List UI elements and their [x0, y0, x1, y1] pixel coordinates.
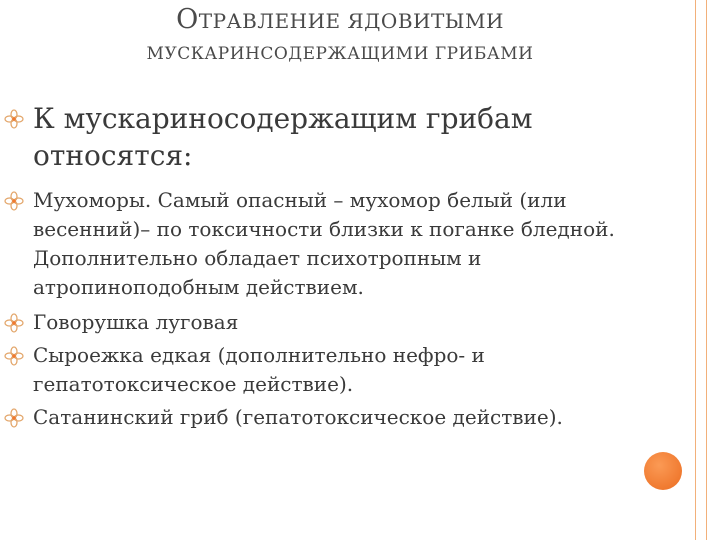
right-decorative-border: [695, 0, 707, 540]
list-item: [33, 341, 673, 399]
orange-circle-decoration: [641, 449, 685, 493]
list-item: [33, 403, 673, 432]
list-item-line: Говорушка луговая: [33, 310, 239, 334]
list-item-line: Мухоморы. Самый опасный – мухомор белый (или: [33, 188, 567, 212]
slide-title-line2: МУСКАРИНСОДЕРЖАЩИМИ ГРИБАМИ: [146, 44, 534, 64]
intro-line: К мускариносодержащим грибам: [33, 102, 533, 135]
flower-bullet-icon: [3, 312, 25, 334]
list-item-line: Сатанинский гриб (гепатотоксическое действие).: [33, 405, 563, 429]
list-item-line: Сыроежка едкая (дополнительно нефро- и: [33, 343, 485, 367]
list-item: [33, 308, 673, 337]
list-item-line: весенний)– по токсичности близки к поганке бледной.: [33, 217, 615, 241]
flower-bullet-icon: [3, 108, 25, 130]
intro-text: [33, 100, 673, 174]
slide-title-line1: ОТРАВЛЕНИЕ ЯДОВИТЫМИ: [176, 4, 504, 35]
intro-line: относятся:: [33, 139, 193, 172]
list-item-line: Дополнительно обладает психотропным и: [33, 246, 482, 270]
flower-bullet-icon: [3, 345, 25, 367]
list-item-line: атропиноподобным действием.: [33, 275, 364, 299]
flower-bullet-icon: [3, 190, 25, 212]
list-item-line: гепатотоксическое действие).: [33, 372, 354, 396]
flower-bullet-icon: [3, 407, 25, 429]
list-item: [33, 186, 673, 302]
